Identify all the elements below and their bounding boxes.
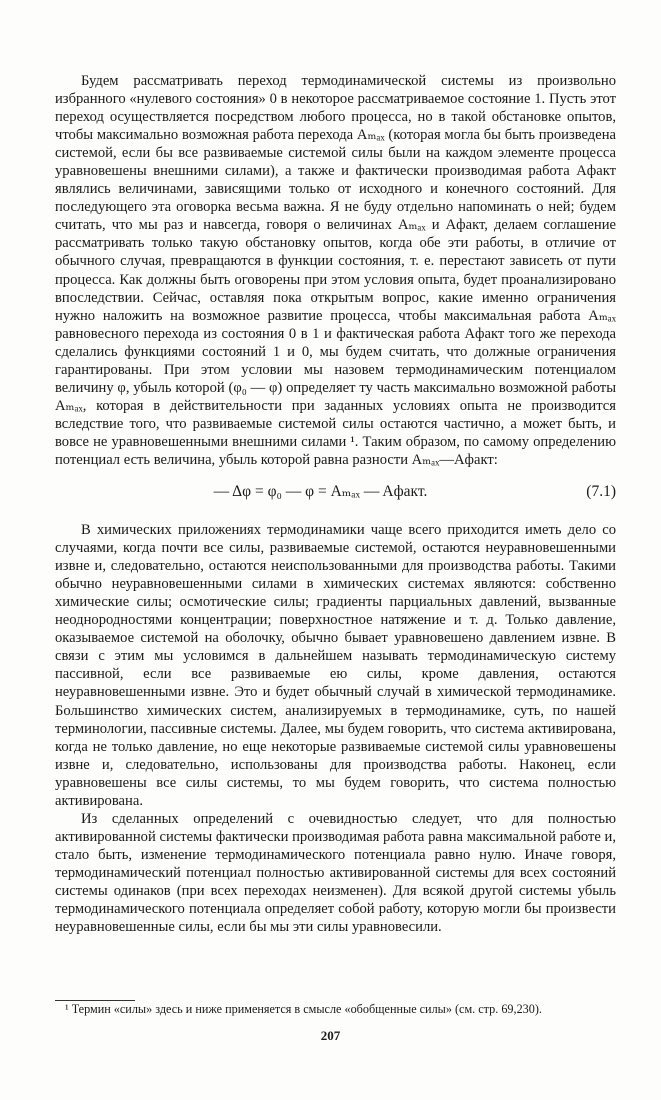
equation-formula: — Δφ = φ₀ — φ = Aₘₐₓ — Aфакт. [213, 483, 428, 501]
footnote-divider [55, 1000, 135, 1001]
paragraph-2: В химических приложениях термодинамики чаще всего приходится иметь дело со случаями, когда почти все силы, развиваемые системой, остаются неуравновешенными извне и, следовательно, остаются неиспользованными для производства работы. Такими обычно неуравновешенными силами в химических системах являются: собственно химические силы; осмотические силы; градиенты парциальных давлений, вызванные неоднородностями концентрации; поверхностное натяжение и т. д. Только давление, оказываемое системой на оболочку, обычно бывает уравновешено давлением извне. В связи с этим мы условимся в дальнейшем называть термодинамическую систему пассивной, если все развиваемые ею силы, кроме давления, остаются неуравновешенными извне. Это и будет обычный случай в химической термодинамике. Большинство химических систем, анализируемых в термодинамике, суть, по нашей терминологии, пассивные системы. Далее, мы будем говорить, что система активирована, когда не только давление, но еще некоторые развиваемые системой силы уравновешены извне и, следовательно, использованы для производства работы. Наконец, если уравновешены все силы системы, то мы будем говорить, что система полностью активирована. [55, 522, 616, 809]
equation-number: (7.1) [586, 483, 616, 501]
footnote: ¹ Термин «силы» здесь и ниже применяется в смысле «обобщенные силы» (см. стр. 69,230). [65, 1002, 542, 1016]
body-text [55, 72, 616, 936]
paragraph-1: Будем рассматривать переход термодинамической системы из произвольно избранного «нулевого состояния» 0 в некоторое рассматриваемое состояние 1. Пусть этот переход осуществляется посредством любого процесса, но в такой обстановке опытов, чтобы максимально возможная работа перехода Aₘₐₓ (которая могла бы быть произведена системой, если бы все развиваемые системой силы были на каждом элементе процесса уравновешены внешними силами), а также и фактически производимая работа Aфакт являлись величинами, зависящими только от исходного и конечного состояний. Для последующего эта оговорка весьма важна. Я не буду отдельно напоминать о ней; будем считать, что мы раз и навсегда, говоря о величинах Aₘₐₓ и Aфакт, делаем соглашение рассматривать только такую обстановку опытов, когда обе эти работы, в отличие от обычного случая, превращаются в функции состояния, т. е. перестают зависеть от пути процесса. Как должны быть оговорены при этом условия опыта, будет проанализировано впоследствии. Сейчас, оставляя пока открытым вопрос, какие именно ограничения нужно наложить на возможное развитие процесса, чтобы максимальная работа Aₘₐₓ равновесного перехода из состояния 0 в 1 и фактическая работа Aфакт того же перехода сделались функциями состояний 1 и 0, мы будем считать, что должные ограничения гарантированы. При этом условии мы назовем термодинамическим потенциалом величину φ, убыль которой (φ₀ — φ) определяет ту часть максимально возможной работы Aₘₐₓ, которая в действительности при заданных условиях опыта не производится вследствие того, что развиваемые системой силы остаются частично, а может быть, и вовсе не уравновешенными внешними силами ¹. Таким образом, по самому определению потенциал есть величина, убыль которой равна разности Aₘₐₓ—Aфакт: [55, 73, 616, 468]
equation-7-1 [55, 475, 616, 511]
paragraph-3: Из сделанных определений с очевидностью следует, что для полностью активированной системы фактически производимая работа равна максимальной работе и, стало быть, изменение термодинамического потенциала равно нулю. Иначе говоря, термодинамический потенциал полностью активированной системы для всех состояний системы одинаков (при всех переходах неизменен). Для всякой другой системы убыль термодинамического потенциала определяет собой работу, которую могли бы произвести неуравновешенные силы, если бы мы эти силы уравновесили. [55, 810, 616, 936]
page-number: 207 [320, 1028, 341, 1043]
